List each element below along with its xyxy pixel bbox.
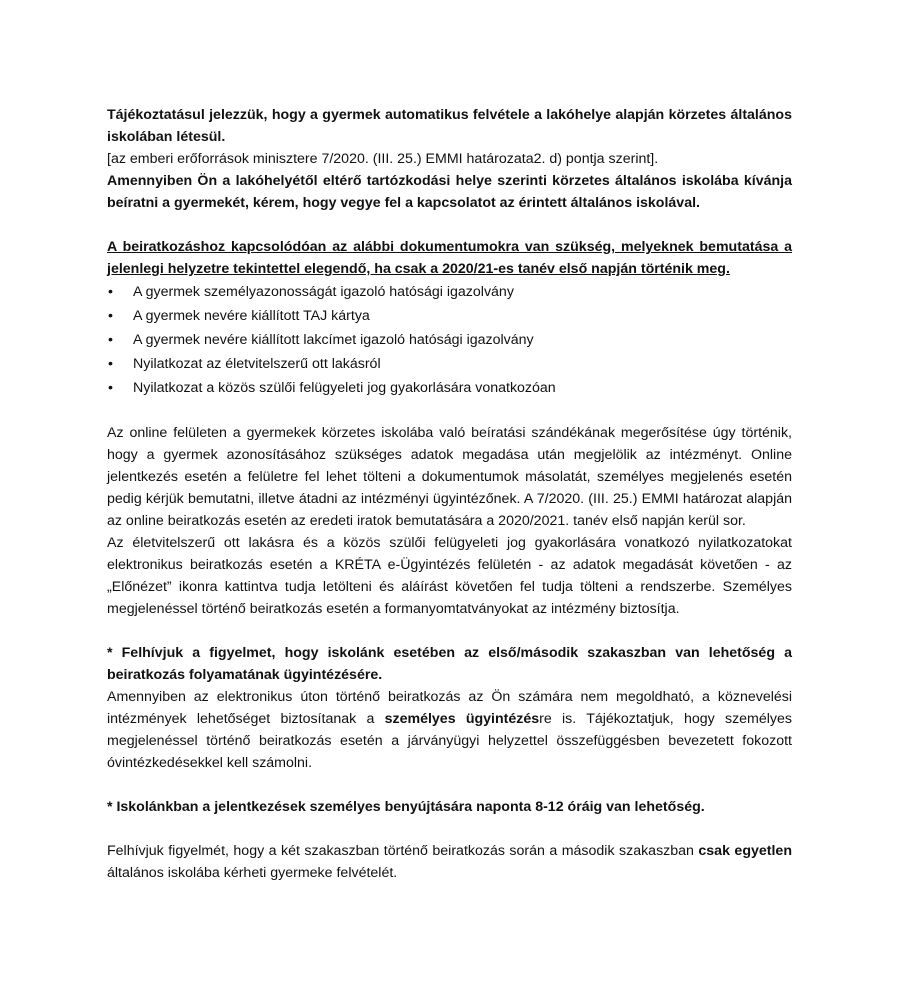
closing-text-end: általános iskolába kérheti gyermeke felvételét. (107, 865, 398, 881)
list-item (107, 304, 792, 328)
closing-term: csak egyetlen (698, 843, 792, 859)
spacer (107, 400, 792, 422)
closing-text-start: Felhívjuk figyelmét, hogy a két szakaszban történő beiratkozás során a második szakaszban (107, 843, 699, 859)
list-item (107, 280, 792, 304)
bullet-icon: • (108, 380, 113, 396)
personal-admin-paragraph (107, 686, 792, 774)
list-item-text: Nyilatkozat a közös szülői felügyeleti jog gyakorlására vonatkozóan (133, 380, 556, 396)
office-hours-notice: * Iskolánkban a jelentkezések személyes benyújtására naponta 8-12 óráig van lehetőség. (107, 799, 705, 815)
hours-section (107, 796, 792, 818)
list-item-text: A gyermek személyazonosságát igazoló hatósági igazolvány (133, 284, 514, 300)
documents-heading: A beiratkozáshoz kapcsolódóan az alábbi dokumentumokra van szükség, melyeknek bemutatása a jelenlegi helyzetre tekintettel elegendő, ha csak a 2020/21-es tanév első napján történik meg. (107, 239, 792, 277)
attention-section (107, 642, 792, 774)
declarations-paragraph: Az életvitelszerű ott lakásra és a közös szülői felügyeleti jog gyakorlására vonatkozó nyilatkozatokat elektronikus beiratkozás esetén a KRÉTA e-Ügyintézés felületén - az adatok megadását követően - az „Előnézet” ikonra kattintva tudja letölteni és aláírást követően fel tudja tölteni a rendszerbe. Személyes megjelenéssel történő beiratkozás esetén a formanyomtatványokat az intézmény biztosítja. (107, 535, 792, 617)
residence-notice: Amennyiben Ön a lakóhelyétől eltérő tartózkodási helye szerinti körzetes általános iskolába kívánja beíratni a gyermekét, kérem, hogy vegye fel a kapcsolatot az érintett általános iskolával. (107, 173, 792, 211)
bullet-icon: • (108, 284, 113, 300)
spacer (107, 214, 792, 236)
intro-section (107, 104, 792, 214)
list-item-text: A gyermek nevére kiállított lakcímet igazoló hatósági igazolvány (133, 332, 534, 348)
list-item (107, 376, 792, 400)
spacer (107, 774, 792, 796)
list-item (107, 352, 792, 376)
bullet-icon: • (108, 308, 113, 324)
legal-reference: [az emberi erőforrások minisztere 7/2020. (III. 25.) EMMI határozata2. d) pontja szerint]. (107, 151, 659, 167)
personal-admin-text-end: re is. Tájékoztatjuk, hogy személyes megjelenéssel történő beiratkozás esetén a járványügyi helyzettel összefüggésben bevezetett fokozott óvintézkedésekkel kell számolni. (107, 711, 792, 771)
automatic-admission-notice: Tájékoztatásul jelezzük, hogy a gyermek automatikus felvétele a lakóhelye alapján körzetes általános iskolában létesül. (107, 107, 792, 145)
list-item-text: Nyilatkozat az életvitelszerű ott lakásról (133, 356, 381, 372)
documents-section (107, 236, 792, 400)
spacer (107, 818, 792, 840)
bullet-icon: • (108, 356, 113, 372)
bullet-icon: • (108, 332, 113, 348)
spacer (107, 620, 792, 642)
list-item-text: A gyermek nevére kiállított TAJ kártya (133, 308, 370, 324)
closing-section (107, 840, 792, 884)
document-page (107, 104, 792, 884)
list-item (107, 328, 792, 352)
online-paragraph: Az online felületen a gyermekek körzetes iskolába való beíratási szándékának megerősítése úgy történik, hogy a gyermek azonosításához szükséges adatok megadása után megjelölik az intézményt. Online jelentkezés esetén a felületre fel lehet tölteni a dokumentumok másolatát, személyes megjelenés esetén pedig kérjük bemutatni, illetve átadni az intézményi ügyintézőnek. A 7/2020. (III. 25.) EMMI határozat alapján az online beiratkozás esetén az eredeti iratok bemutatására a 2020/2021. tanév első napján kerül sor. (107, 425, 792, 529)
personal-admin-term: személyes ügyintézés (384, 711, 540, 727)
personal-admin-text-start: Amennyiben az elektronikus úton történő beiratkozás az Ön számára nem megoldható, a köznevelési intézmények lehetőséget biztosítanak a (107, 689, 792, 727)
closing-paragraph (107, 840, 792, 884)
enrollment-stage-notice: * Felhívjuk a figyelmet, hogy iskolánk esetében az első/második szakaszban van lehetőség a beiratkozás folyamatának ügyintézésére. (107, 645, 792, 683)
online-section (107, 422, 792, 620)
documents-list (107, 280, 792, 400)
